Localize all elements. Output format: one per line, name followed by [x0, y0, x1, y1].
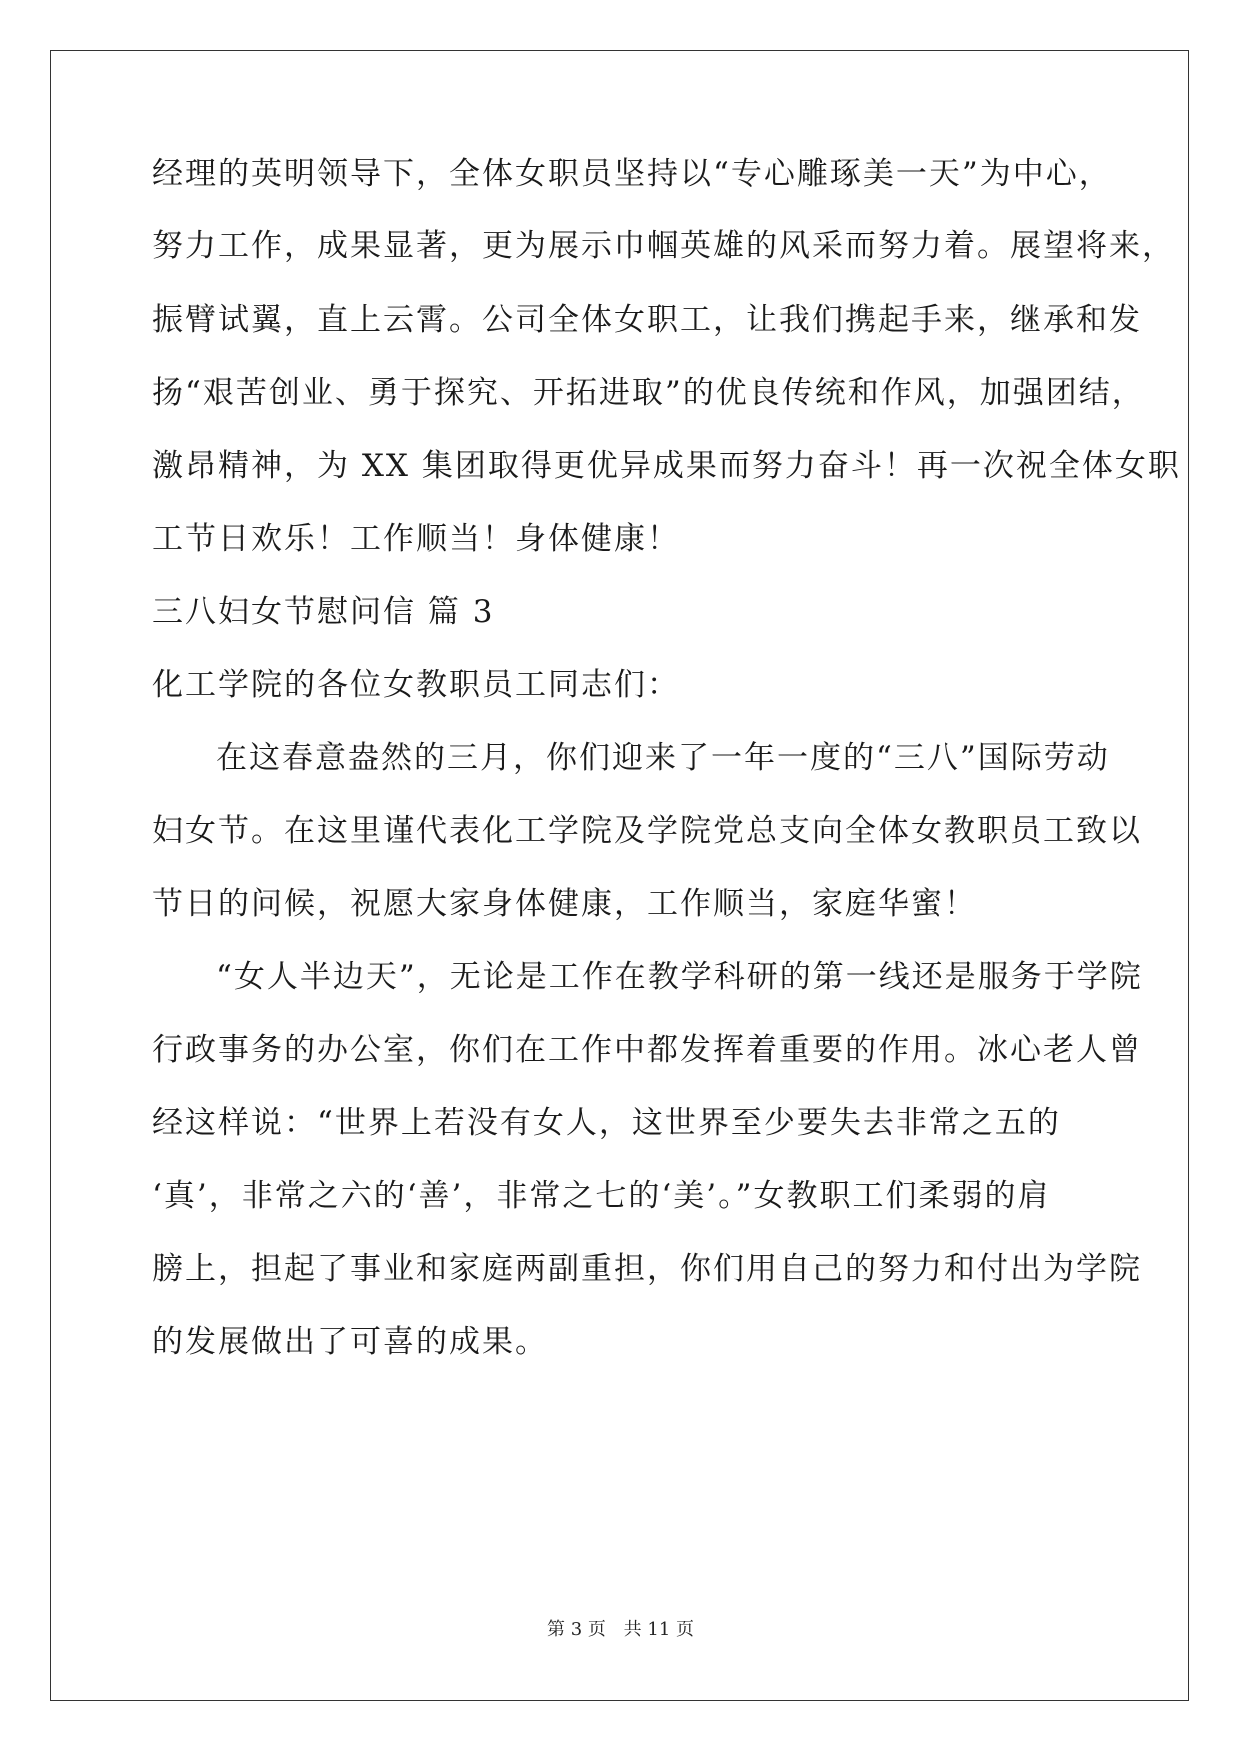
- paragraph-first-line: “女人半边天”，无论是工作在教学科研的第一线还是服务于学院: [216, 959, 1143, 995]
- salutation: 化工学院的各位女教职员工同志们：: [152, 667, 680, 703]
- page-number-total: 共 11 页: [623, 1619, 694, 1640]
- body-line: 膀上，担起了事业和家庭两副重担，你们用自己的努力和付出为学院: [152, 1251, 1142, 1287]
- section-heading: 三八妇女节慰问信 篇 3: [152, 594, 495, 630]
- body-line: 振臂试翼，直上云霄。公司全体女职工，让我们携起手来，继承和发: [152, 302, 1142, 338]
- body-line: 经这样说：“世界上若没有女人，这世界至少要失去非常之五的: [152, 1105, 1061, 1141]
- paragraph-first-line: 在这春意盎然的三月，你们迎来了一年一度的“三八”国际劳动: [216, 740, 1110, 776]
- body-line: 激昂精神，为 XX 集团取得更优异成果而努力奋斗！再一次祝全体女职: [152, 448, 1181, 484]
- body-line: 节日的问候，祝愿大家身体健康，工作顺当，家庭华蜜！: [152, 886, 977, 922]
- body-line: 行政事务的办公室，你们在工作中都发挥着重要的作用。冰心老人曾: [152, 1032, 1142, 1068]
- body-line: 努力工作，成果显著，更为展示巾帼英雄的风采而努力着。展望将来，: [152, 228, 1175, 264]
- body-line: 经理的英明领导下，全体女职员坚持以“专心雕琢美一天”为中心，: [152, 156, 1112, 192]
- page-footer: [0, 1618, 1241, 1642]
- body-line: 扬“艰苦创业、勇于探究、开拓进取”的优良传统和作风，加强团结，: [152, 375, 1145, 411]
- page-border: [50, 50, 1189, 1701]
- body-line: 的发展做出了可喜的成果。: [152, 1324, 548, 1360]
- body-line: 妇女节。在这里谨代表化工学院及学院党总支向全体女教职员工致以: [152, 813, 1142, 849]
- page-number-current: 第 3 页: [547, 1619, 606, 1640]
- body-line: 工节日欢乐！工作顺当！身体健康！: [152, 521, 680, 557]
- body-line: ‘真’，非常之六的‘善’，非常之七的‘美’。”女教职工们柔弱的肩: [152, 1178, 1051, 1214]
